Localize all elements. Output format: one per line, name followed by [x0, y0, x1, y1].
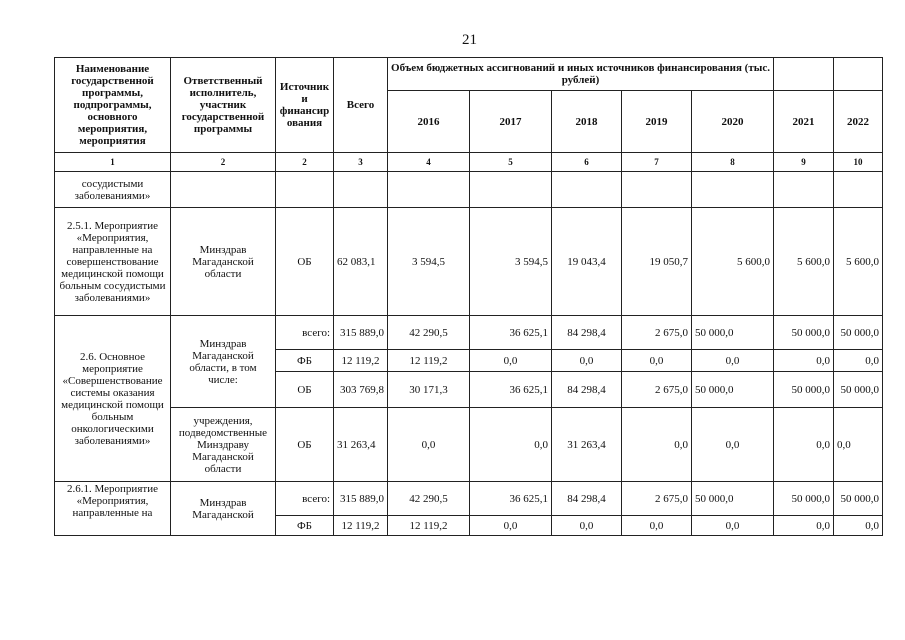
colnum: 7 [622, 153, 692, 172]
year-2022: 2022 [834, 91, 883, 153]
cell-2020: 50 000,0 [692, 482, 774, 516]
row-source: ОБ [276, 408, 334, 482]
row-source: ОБ [276, 208, 334, 316]
cell-2021: 0,0 [774, 408, 834, 482]
cell-2019: 2 675,0 [622, 482, 692, 516]
cell-2022: 0,0 [834, 516, 883, 536]
column-numbers-row [55, 153, 883, 172]
cell-2018: 0,0 [552, 516, 622, 536]
cell-2022: 50 000,0 [834, 482, 883, 516]
row-source: всего: [276, 482, 334, 516]
row-total: 303 769,8 [334, 372, 388, 408]
cell-2019: 0,0 [622, 350, 692, 372]
header-name: Наименование государственной программы, подпрограммы, основного мероприятия, мероприятия [55, 58, 171, 153]
cell-2019: 2 675,0 [622, 316, 692, 350]
cell-2016: 0,0 [388, 408, 470, 482]
row-source: ОБ [276, 372, 334, 408]
cell-2021: 5 600,0 [774, 208, 834, 316]
cell-2017: 0,0 [470, 350, 552, 372]
cell-2020: 5 600,0 [692, 208, 774, 316]
cell-2021: 50 000,0 [774, 372, 834, 408]
row-name: 2.6.1. Мероприятие «Мероприятия, направленные на [55, 482, 171, 536]
row-total: 12 119,2 [334, 516, 388, 536]
cell-2016: 12 119,2 [388, 350, 470, 372]
cell-2016: 30 171,3 [388, 372, 470, 408]
row-executor: Минздрав Магаданской [171, 482, 276, 536]
year-2017: 2017 [470, 91, 552, 153]
cell-2018: 31 263,4 [552, 408, 622, 482]
header-volume: Объем бюджетных ассигнований и иных источников финансирования (тыс. рублей) [388, 58, 774, 91]
cell-2020: 0,0 [692, 408, 774, 482]
cell-2021: 50 000,0 [774, 482, 834, 516]
row-source: всего: [276, 316, 334, 350]
colnum: 9 [774, 153, 834, 172]
cell-2016: 3 594,5 [388, 208, 470, 316]
cell-2020: 50 000,0 [692, 316, 774, 350]
colnum: 2 [276, 153, 334, 172]
cell-2017: 36 625,1 [470, 482, 552, 516]
row-executor: Минздрав Магаданской области, в том числе: [171, 316, 276, 408]
row-name: 2.6. Основное мероприятие «Совершенствование системы оказания медицинской помощи больным онкологическими заболеваниями» [55, 316, 171, 482]
colnum: 4 [388, 153, 470, 172]
colnum: 6 [552, 153, 622, 172]
year-2018: 2018 [552, 91, 622, 153]
table-row [55, 408, 883, 482]
header-executor: Ответственный исполнитель, участник государственной программы [171, 58, 276, 153]
cell-2021: 0,0 [774, 350, 834, 372]
cell-2019: 2 675,0 [622, 372, 692, 408]
header-row [55, 58, 883, 91]
cell-2018: 0,0 [552, 350, 622, 372]
colnum: 3 [334, 153, 388, 172]
cell-2017: 0,0 [470, 516, 552, 536]
colnum: 5 [470, 153, 552, 172]
cell-2016: 42 290,5 [388, 316, 470, 350]
header-source: Источник и финансир ования [276, 58, 334, 153]
colnum: 1 [55, 153, 171, 172]
cell-2020: 0,0 [692, 516, 774, 536]
cell-2020: 50 000,0 [692, 372, 774, 408]
colnum: 8 [692, 153, 774, 172]
financing-table [54, 57, 883, 536]
row-name: сосудистыми заболеваниями» [55, 172, 171, 208]
cell-2016: 12 119,2 [388, 516, 470, 536]
cell-2018: 84 298,4 [552, 482, 622, 516]
cell-2021: 0,0 [774, 516, 834, 536]
year-2021: 2021 [774, 91, 834, 153]
header-empty-2 [834, 58, 883, 91]
row-executor: Минздрав Магаданской области [171, 208, 276, 316]
row-executor: учреждения, подведомственные Минздраву Магаданской области [171, 408, 276, 482]
table-row [55, 316, 883, 350]
cell-2018: 19 043,4 [552, 208, 622, 316]
table-row [55, 172, 883, 208]
table-row [55, 482, 883, 516]
cell-2019: 19 050,7 [622, 208, 692, 316]
cell-2018: 84 298,4 [552, 372, 622, 408]
cell-2017: 36 625,1 [470, 316, 552, 350]
cell-2017: 3 594,5 [470, 208, 552, 316]
row-total: 31 263,4 [334, 408, 388, 482]
colnum: 2 [171, 153, 276, 172]
cell-2018: 84 298,4 [552, 316, 622, 350]
row-total: 315 889,0 [334, 316, 388, 350]
cell-2022: 0,0 [834, 350, 883, 372]
cell-2022: 0,0 [834, 408, 883, 482]
row-total: 12 119,2 [334, 350, 388, 372]
header-empty-1 [774, 58, 834, 91]
table-row [55, 208, 883, 316]
colnum: 10 [834, 153, 883, 172]
page-number: 21 [462, 32, 477, 48]
cell-2019: 0,0 [622, 516, 692, 536]
cell-2022: 5 600,0 [834, 208, 883, 316]
year-2016: 2016 [388, 91, 470, 153]
cell-2017: 36 625,1 [470, 372, 552, 408]
cell-2022: 50 000,0 [834, 316, 883, 350]
header-total: Всего [334, 58, 388, 153]
cell-2020: 0,0 [692, 350, 774, 372]
row-name: 2.5.1. Мероприятие «Мероприятия, направленные на совершенствование медицинской помощи больным сосудистыми заболеваниями» [55, 208, 171, 316]
row-total: 315 889,0 [334, 482, 388, 516]
year-2020: 2020 [692, 91, 774, 153]
cell-2019: 0,0 [622, 408, 692, 482]
row-source: ФБ [276, 350, 334, 372]
row-source: ФБ [276, 516, 334, 536]
year-2019: 2019 [622, 91, 692, 153]
cell-2022: 50 000,0 [834, 372, 883, 408]
row-total: 62 083,1 [334, 208, 388, 316]
cell-2016: 42 290,5 [388, 482, 470, 516]
cell-2017: 0,0 [470, 408, 552, 482]
cell-2021: 50 000,0 [774, 316, 834, 350]
